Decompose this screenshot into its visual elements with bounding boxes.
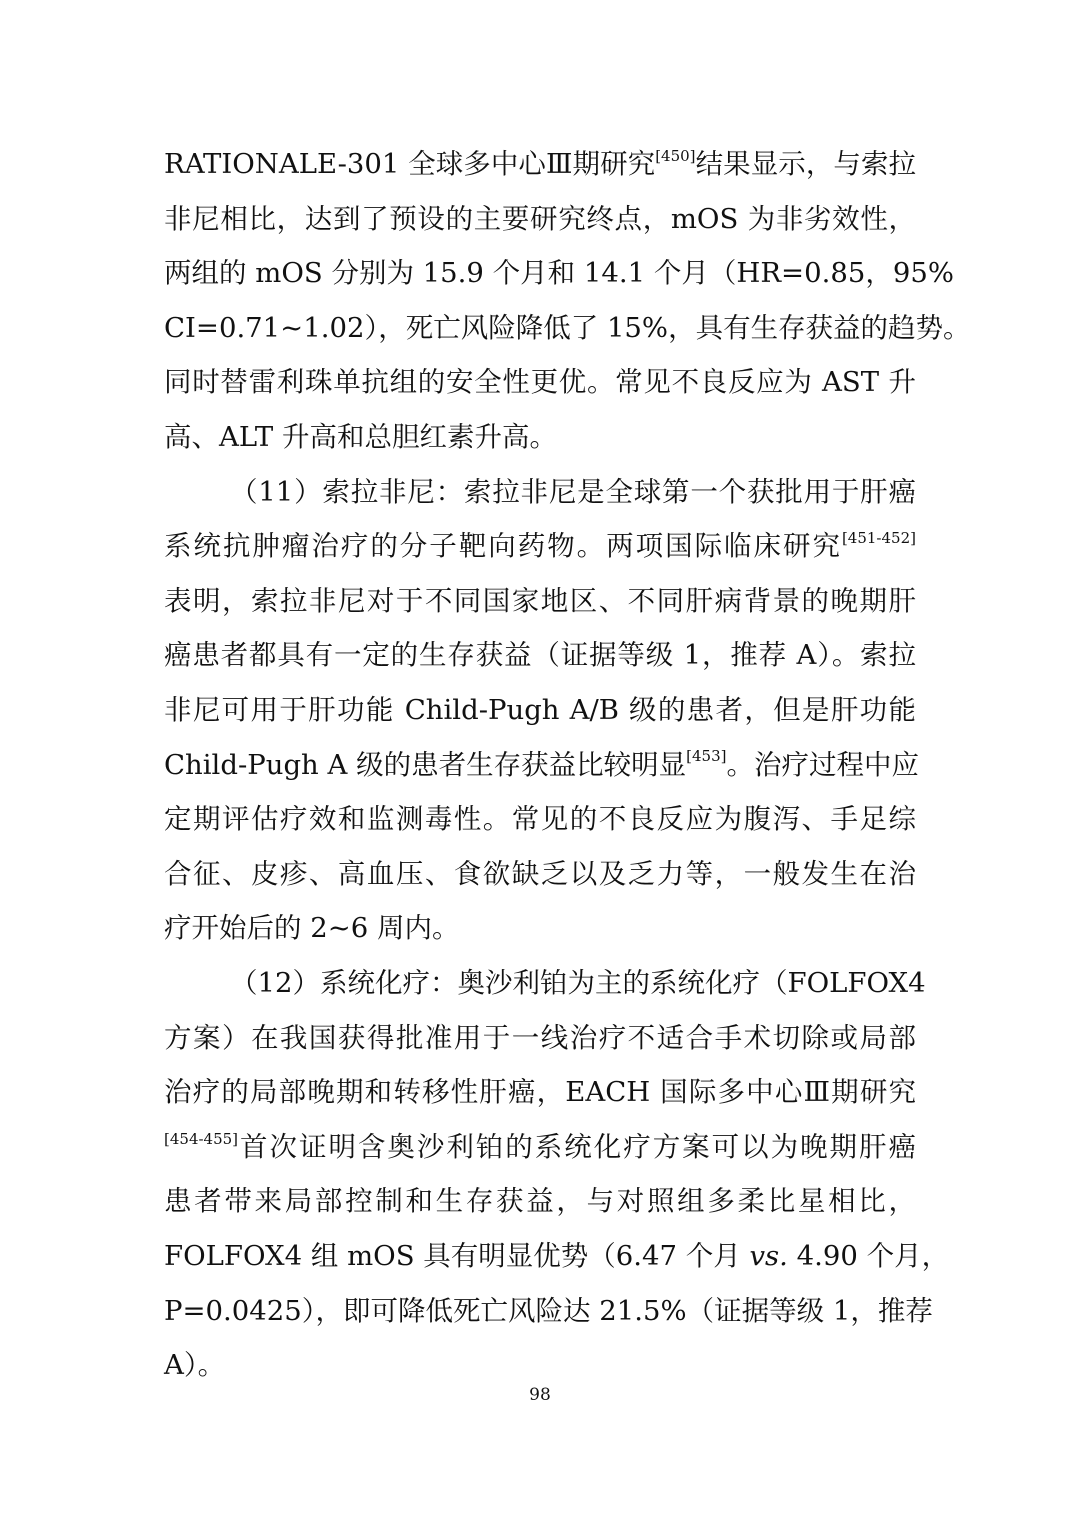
text-line bbox=[230, 465, 916, 519]
text-segment: RATIONALE-301 全球多中心Ⅲ期研究 bbox=[164, 148, 656, 180]
text-segment: 两组的 mOS 分别为 15.9 个月和 14.1 个月（HR=0.85，95% bbox=[164, 257, 954, 290]
text-segment: 系统抗肿瘤治疗的分子靶向药物。两项国际临床研究 bbox=[164, 530, 842, 563]
text-line bbox=[164, 355, 916, 409]
text-segment: P=0.0425），即可降低死亡风险达 21.5%（证据等级 1，推荐 bbox=[164, 1294, 933, 1327]
citation-reference: [454-455] bbox=[164, 1129, 239, 1148]
text-line bbox=[164, 1284, 933, 1338]
text-segment: （12）系统化疗：奥沙利铂为主的系统化疗（FOLFOX4 bbox=[230, 967, 926, 999]
text-line bbox=[164, 738, 919, 792]
text-line bbox=[164, 246, 954, 300]
text-line bbox=[164, 519, 916, 573]
text-segment: CI=0.71~1.02），死亡风险降低了 15%，具有生存获益的趋势。 bbox=[164, 311, 971, 344]
text-line bbox=[164, 301, 971, 355]
text-segment: A）。 bbox=[164, 1349, 226, 1382]
citation-reference: [451-452] bbox=[841, 529, 916, 548]
text-segment: 4.90 个月， bbox=[787, 1240, 950, 1272]
text-segment: 方案）在我国获得批准用于一线治疗不适合手术切除或局部 bbox=[164, 1021, 916, 1054]
text-line bbox=[164, 683, 916, 737]
text-line bbox=[164, 1120, 916, 1174]
text-segment: Child-Pugh A 级的患者生存获益比较明显 bbox=[164, 748, 687, 781]
text-segment: 非尼相比，达到了预设的主要研究终点，mOS 为非劣效性， bbox=[164, 202, 916, 235]
text-segment: FOLFOX4 组 mOS 具有明显优势（6.47 个月 bbox=[164, 1240, 750, 1272]
text-line bbox=[164, 192, 916, 246]
text-line bbox=[164, 1229, 950, 1283]
text-segment: 癌患者都具有一定的生存获益（证据等级 1，推荐 A）。索拉 bbox=[164, 639, 916, 672]
text-line bbox=[164, 410, 916, 464]
text-line bbox=[164, 901, 916, 955]
text-segment: 治疗的局部晚期和转移性肝癌，EACH 国际多中心Ⅲ期研究 bbox=[164, 1076, 916, 1109]
text-line bbox=[230, 956, 926, 1010]
text-segment: 同时替雷利珠单抗组的安全性更优。常见不良反应为 AST 升 bbox=[164, 366, 916, 399]
citation-reference: [453] bbox=[686, 747, 727, 766]
text-line bbox=[164, 792, 916, 846]
text-line bbox=[164, 137, 916, 191]
citation-reference: [450] bbox=[655, 146, 696, 165]
text-segment: 合征、皮疹、高血压、食欲缺乏以及乏力等，一般发生在治 bbox=[164, 857, 916, 890]
text-line bbox=[164, 847, 916, 901]
text-segment: （11）索拉非尼：索拉非尼是全球第一个获批用于肝癌 bbox=[230, 475, 916, 508]
text-segment: vs. bbox=[749, 1240, 788, 1272]
text-segment: 结果显示，与索拉 bbox=[695, 148, 917, 180]
text-line bbox=[164, 628, 916, 682]
text-segment: 高、ALT 升高和总胆红素升高。 bbox=[164, 421, 557, 453]
text-line bbox=[164, 574, 916, 628]
text-segment: 定期评估疗效和监测毒性。常见的不良反应为腹泻、手足综 bbox=[164, 803, 916, 836]
text-segment: 首次证明含奥沙利铂的系统化疗方案可以为晚期肝癌 bbox=[238, 1130, 916, 1163]
text-segment: 表明，索拉非尼对于不同国家地区、不同肝病背景的晚期肝 bbox=[164, 584, 916, 617]
text-segment: 疗开始后的 2~6 周内。 bbox=[164, 912, 460, 945]
text-segment: 患者带来局部控制和生存获益，与对照组多柔比星相比， bbox=[164, 1185, 916, 1218]
page-number: 98 bbox=[529, 1385, 551, 1405]
text-line bbox=[164, 1174, 916, 1228]
text-line bbox=[164, 1065, 916, 1119]
text-segment: 。治疗过程中应 bbox=[726, 748, 919, 781]
text-line bbox=[164, 1011, 916, 1065]
text-segment: 非尼可用于肝功能 Child-Pugh A/B 级的患者，但是肝功能 bbox=[164, 694, 916, 726]
